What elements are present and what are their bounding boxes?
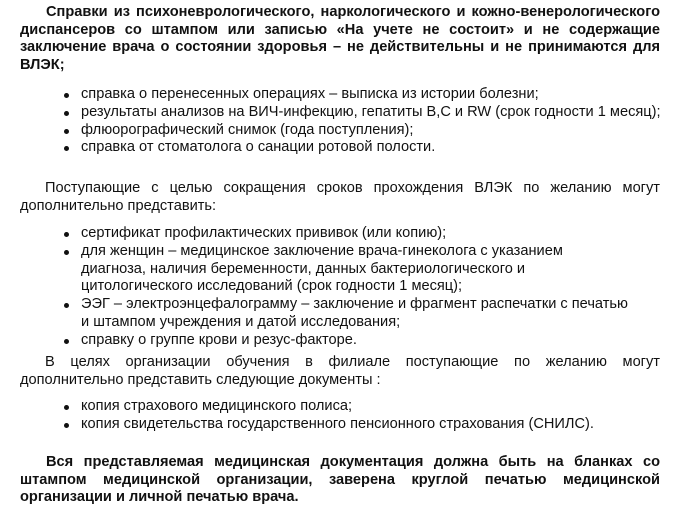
bullet-icon (64, 423, 69, 428)
optional-docs-paragraph: Поступающие с целью сокращения сроков прохождения ВЛЭК по желанию могут дополнительно представить: (20, 180, 660, 214)
required-certificates-list (20, 86, 679, 157)
list-item: флюорографический снимок (года поступления); (81, 122, 679, 140)
list-item: копия страхового медицинского полиса; (81, 398, 679, 416)
intro-bold-paragraph: Справки из психоневрологического, наркологического и кожно-венерологического диспансеров со штампом или записью «На учете не состоит» и не содержащие заключение врача о состоянии здоровья – не действительны и не принимаются для ВЛЭК; (20, 4, 660, 73)
list-item: сертификат профилактических прививок (или копию); (81, 225, 679, 243)
bullet-icon (64, 93, 69, 98)
list-item: справка от стоматолога о санации ротовой полости. (81, 139, 679, 157)
bullet-icon (64, 250, 69, 255)
branch-docs-paragraph: В целях организации обучения в филиале поступающие по желанию могут дополнительно представить следующие документы : (20, 354, 660, 388)
list-item: для женщин – медицинское заключение врача-гинеколога с указанием диагноза, наличия беременности, данных бактериологического и цитологического исследований (срок годности 1 месяц); (81, 243, 679, 296)
list-item: справка о перенесенных операциях – выписка из истории болезни; (81, 86, 679, 104)
list-item: результаты анализов на ВИЧ-инфекцию, гепатиты В,С и RW (срок годности 1 месяц); (81, 104, 679, 122)
bullet-icon (64, 405, 69, 410)
bullet-icon (64, 303, 69, 308)
optional-documents-list (20, 225, 679, 350)
list-item: ЭЭГ – электроэнцефалограмму – заключение и фрагмент распечатки с печатью и штампом учреждения и датой исследования; (81, 296, 679, 332)
closing-bold-paragraph: Вся представляемая медицинская документация должна быть на бланках со штампом медицинской организации, заверена круглой печатью медицинской организации и личной печатью врача. (20, 454, 660, 505)
list-item: копия свидетельства государственного пенсионного страхования (СНИЛС). (81, 416, 679, 434)
bullet-icon (64, 232, 69, 237)
bullet-icon (64, 146, 69, 151)
branch-documents-list (20, 398, 679, 434)
bullet-icon (64, 129, 69, 134)
list-item: справку о группе крови и резус-факторе. (81, 332, 679, 350)
bullet-icon (64, 339, 69, 344)
bullet-icon (64, 111, 69, 116)
